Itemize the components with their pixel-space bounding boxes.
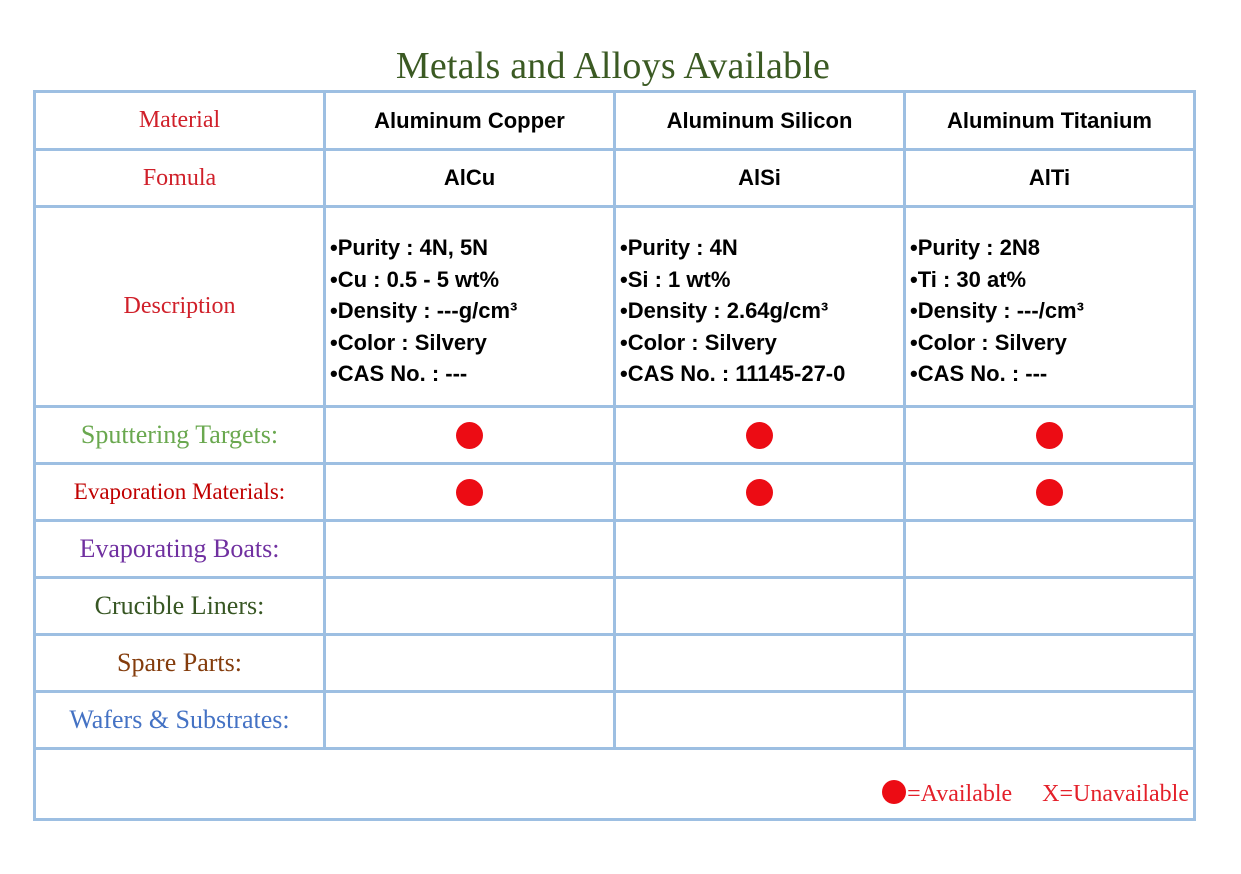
description-line: •Ti : 30 at% [910,266,1027,292]
description-cell [905,207,1195,407]
description-line: •Density : 2.64g/cm³ [620,298,829,323]
formula-value: AlSi [615,150,905,207]
description-line: •CAS No. : --- [330,361,468,386]
description-line: •Purity : 2N8 [910,235,1040,260]
description-line: •CAS No. : --- [910,361,1048,386]
formula-label: Fomula [35,150,325,207]
description-line: •Purity : 4N [620,235,738,260]
material-row [35,92,1195,150]
availability-cell [905,521,1195,578]
availability-row-label: Sputtering Targets: [35,407,325,464]
materials-table [33,90,1196,821]
description-cell [325,207,615,407]
description-list [906,208,1193,390]
availability-cell [905,464,1195,521]
description-row [35,207,1195,407]
formula-value: AlTi [905,150,1195,207]
material-name: Aluminum Copper [325,92,615,150]
legend [35,749,1195,820]
description-line: •Purity : 4N, 5N [330,235,489,260]
availability-row [35,521,1195,578]
availability-row-label: Wafers & Substrates: [35,692,325,749]
available-dot-icon [456,422,483,449]
available-dot-icon [882,780,906,804]
availability-row-label: Evaporation Materials: [35,464,325,521]
available-dot-icon [746,422,773,449]
description-line: •Cu : 0.5 - 5 wt% [330,266,500,292]
availability-cell [905,578,1195,635]
description-line: •Color : Silvery [620,329,777,355]
availability-cell [615,521,905,578]
formula-value: AlCu [325,150,615,207]
description-line: •Density : ---g/cm³ [330,298,518,323]
description-line: •Density : ---/cm³ [910,298,1084,323]
description-cell [615,207,905,407]
description-list [616,208,903,390]
availability-cell [905,635,1195,692]
material-name: Aluminum Silicon [615,92,905,150]
description-line: •Color : Silvery [910,329,1067,355]
availability-row [35,407,1195,464]
description-list [326,208,613,390]
availability-cell [615,635,905,692]
description-line: •CAS No. : 11145-27-0 [620,361,846,386]
availability-rows [35,407,1195,749]
availability-cell [905,407,1195,464]
availability-cell [615,578,905,635]
availability-cell [325,521,615,578]
formula-row [35,150,1195,207]
legend-unavailable-label: =Unavailable [1059,781,1189,807]
unavailable-x-icon: X [1042,781,1060,807]
legend-row [35,749,1195,820]
availability-cell [615,464,905,521]
available-dot-icon [1036,479,1063,506]
availability-cell [615,407,905,464]
availability-cell [325,464,615,521]
available-dot-icon [456,479,483,506]
availability-row-label: Evaporating Boats: [35,521,325,578]
availability-cell [325,407,615,464]
availability-cell [325,635,615,692]
material-name: Aluminum Titanium [905,92,1195,150]
availability-cell [325,578,615,635]
availability-row [35,578,1195,635]
availability-row [35,635,1195,692]
availability-cell [615,692,905,749]
available-dot-icon [746,479,773,506]
availability-cell [905,692,1195,749]
description-label: Description [35,207,325,407]
availability-row-label: Crucible Liners: [35,578,325,635]
availability-cell [325,692,615,749]
available-dot-icon [1036,422,1063,449]
availability-row [35,692,1195,749]
availability-row [35,464,1195,521]
description-line: •Color : Silvery [330,329,487,355]
availability-row-label: Spare Parts: [35,635,325,692]
material-label: Material [35,92,325,150]
description-line: •Si : 1 wt% [620,266,731,292]
page-title: Metals and Alloys Available [395,45,831,87]
legend-available-label: =Available [907,781,1013,807]
